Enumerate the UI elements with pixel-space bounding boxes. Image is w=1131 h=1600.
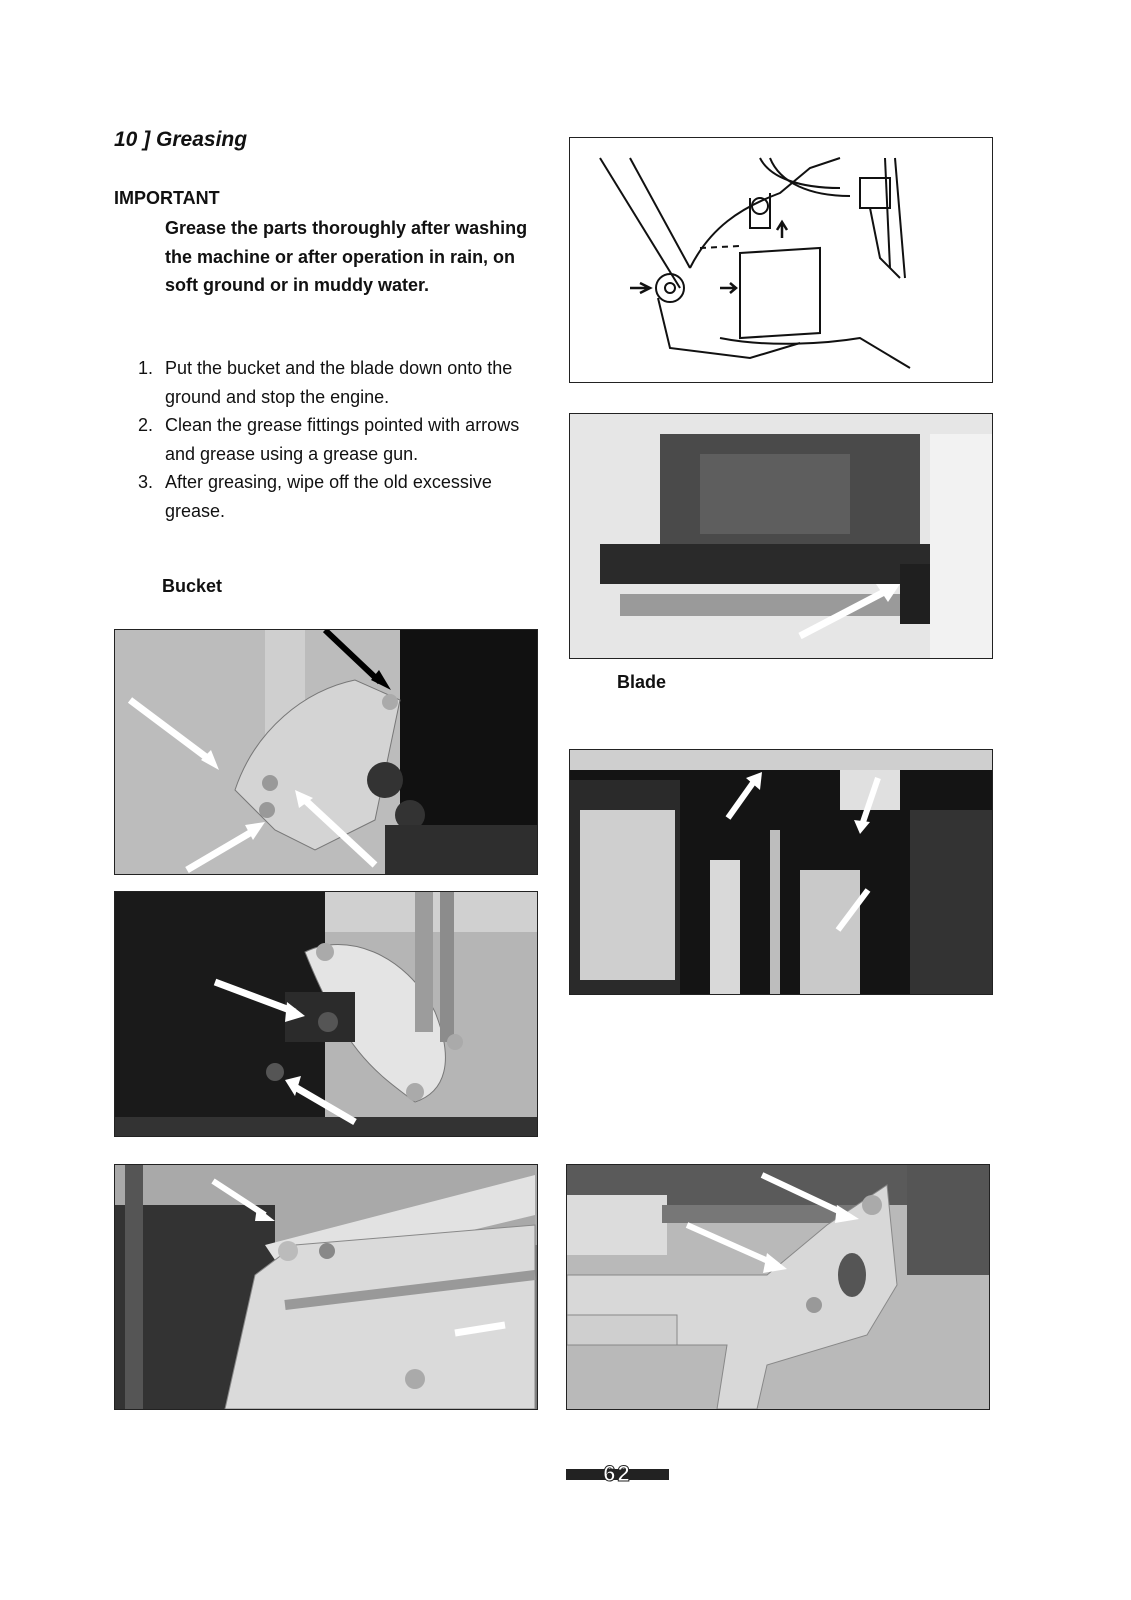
photo-boom-top <box>114 1164 538 1410</box>
blade-label: Blade <box>617 672 667 692</box>
photo-bucket-2 <box>114 891 538 1137</box>
section-title: 10 ] Greasing <box>114 128 248 151</box>
important-heading: IMPORTANT <box>114 188 220 208</box>
photo-boom-foot <box>566 1164 990 1410</box>
step-item: 1. Put the bucket and the blade down onto the ground and stop the engine. <box>138 358 513 407</box>
step-item: 3. After greasing, wipe off the old excessive grease. <box>138 472 492 521</box>
important-text: Grease the parts thoroughly after washing the machine or after operation in rain, on soft ground or in muddy water. <box>165 218 528 295</box>
page-number: 62 <box>566 1469 669 1480</box>
photo-blade <box>569 749 993 995</box>
photo-rod-end <box>569 413 993 659</box>
grease-point-diagram <box>569 137 993 383</box>
greasing-steps <box>130 354 550 525</box>
bucket-label: Bucket <box>162 576 223 596</box>
photo-bucket-1 <box>114 629 538 875</box>
step-item: 2. Clean the grease fittings pointed with arrows and grease using a grease gun. <box>138 415 520 464</box>
